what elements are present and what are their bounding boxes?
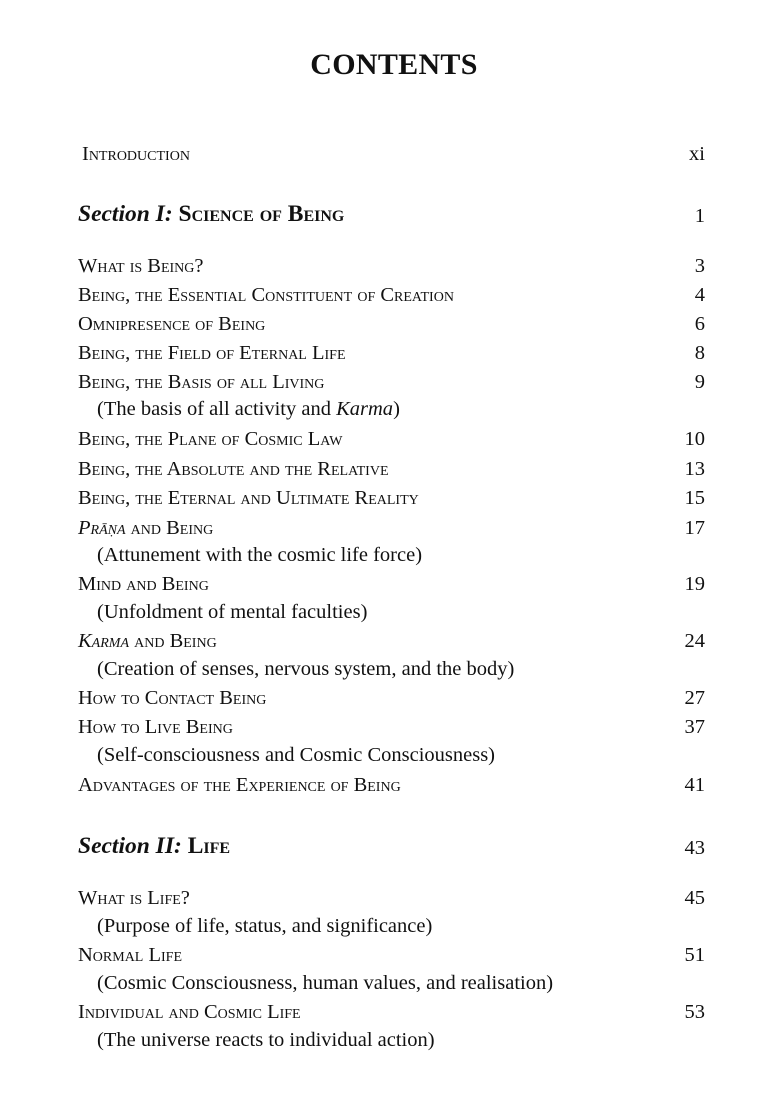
subtitle-suffix: ): [393, 398, 400, 420]
toc-entry-title: Being, the Plane of Cosmic Law: [78, 428, 343, 450]
toc-entry-page: 13: [684, 458, 705, 480]
toc-entry-page: 24: [684, 630, 705, 652]
section-title: [78, 199, 344, 229]
toc-entry-title: Being, the Essential Constituent of Creation: [78, 284, 454, 306]
toc-entry-introduction[interactable]: [0, 140, 780, 168]
toc-entry-title: What is Being?: [78, 255, 204, 277]
toc-entry-subtitle: [0, 655, 780, 683]
toc-entry-subtitle: [0, 541, 780, 569]
section-page: 1: [694, 205, 705, 227]
toc-entry[interactable]: [0, 998, 780, 1026]
toc-entry-page: 19: [684, 573, 705, 595]
toc-entry-title: Normal Life: [78, 944, 183, 966]
section-page: 43: [684, 837, 705, 859]
toc-entry-title: [78, 514, 213, 542]
toc-entry[interactable]: [0, 281, 780, 309]
section-heading-1[interactable]: [0, 199, 780, 227]
toc-entry-page: 3: [694, 255, 705, 277]
toc-entry-title: [78, 627, 217, 655]
toc-entry-page: xi: [689, 143, 705, 165]
toc-entry[interactable]: [0, 771, 780, 799]
toc-entry-page: 41: [684, 774, 705, 796]
toc-entry-title: Being, the Field of Eternal Life: [78, 342, 346, 364]
toc-entry-title: Advantages of the Experience of Being: [78, 774, 401, 796]
toc-entry-page: 9: [694, 371, 705, 393]
toc-entry-title: Being, the Absolute and the Relative: [78, 458, 389, 480]
toc-entry-subtitle: [0, 598, 780, 626]
toc-entry[interactable]: [0, 368, 780, 396]
toc-entry-title: How to Live Being: [78, 716, 233, 738]
section-heading-2[interactable]: [0, 831, 780, 859]
toc-entry-page: 6: [694, 313, 705, 335]
toc-entry[interactable]: [0, 339, 780, 367]
toc-entry-title: Omnipresence of Being: [78, 313, 266, 335]
subtitle-prefix: (The basis of all activity and: [97, 398, 337, 420]
toc-entry[interactable]: [0, 713, 780, 741]
subtitle-italic: Karma: [336, 398, 394, 420]
toc-entry-title: Mind and Being: [78, 573, 209, 595]
toc-entry-page: 37: [684, 716, 705, 738]
toc-entry-subtitle: [0, 912, 780, 940]
toc-entry-page: 27: [684, 687, 705, 709]
toc-entry[interactable]: [0, 484, 780, 512]
section-title: [78, 831, 230, 861]
toc-entry-page: 8: [694, 342, 705, 364]
toc-entry-subtitle-text: (Attunement with the cosmic life force): [97, 544, 423, 566]
title-italic-part: Prāṇa: [78, 517, 126, 539]
toc-entry-title: How to Contact Being: [78, 687, 267, 709]
page-title: CONTENTS: [310, 48, 478, 81]
toc-entry-subtitle-text: (Self-consciousness and Cosmic Consciousness): [97, 744, 495, 766]
title-rest: and Being: [129, 630, 217, 652]
toc-entry[interactable]: [0, 514, 780, 542]
title-rest: and Being: [125, 517, 214, 539]
toc-entry[interactable]: [0, 627, 780, 655]
toc-entry-subtitle: [0, 969, 780, 997]
toc-entry-subtitle: [0, 741, 780, 769]
toc-entry[interactable]: [0, 310, 780, 338]
toc-entry[interactable]: [0, 941, 780, 969]
toc-entry-subtitle: [0, 395, 780, 423]
toc-entry-page: 51: [684, 944, 705, 966]
toc-entry-subtitle-text: (Unfoldment of mental faculties): [97, 601, 368, 623]
title-italic-part: Karma: [78, 630, 129, 652]
toc-entry-page: 15: [684, 487, 705, 509]
toc-entry-subtitle-text: (Creation of senses, nervous system, and the body): [97, 658, 515, 680]
toc-entry-page: 45: [684, 887, 705, 909]
toc-entry-subtitle-text: (Purpose of life, status, and significance): [97, 915, 433, 937]
toc-entry-page: 17: [684, 517, 705, 539]
toc-entry-subtitle-text: (Cosmic Consciousness, human values, and realisation): [97, 972, 554, 994]
toc-entry-title: Individual and Cosmic Life: [78, 1001, 301, 1023]
toc-entry-subtitle-text: [97, 395, 400, 423]
toc-entry[interactable]: [0, 425, 780, 453]
toc-entry-page: 4: [694, 284, 705, 306]
toc-entry-title: What is Life?: [78, 887, 190, 909]
toc-entry[interactable]: [0, 455, 780, 483]
toc-entry-title: Introduction: [82, 143, 190, 165]
toc-entry-title: Being, the Basis of all Living: [78, 371, 325, 393]
section-name: Life: [187, 833, 231, 859]
toc-entry[interactable]: [0, 252, 780, 280]
section-prefix: Section I:: [78, 201, 173, 227]
toc-entry-subtitle: [0, 1026, 780, 1054]
toc-entry-page: 53: [684, 1001, 705, 1023]
toc-entry[interactable]: [0, 684, 780, 712]
toc-entry[interactable]: [0, 570, 780, 598]
toc-entry-title: Being, the Eternal and Ultimate Reality: [78, 487, 419, 509]
toc-entry[interactable]: [0, 884, 780, 912]
section-prefix: Section II:: [78, 833, 182, 859]
section-name: Science of Being: [178, 201, 345, 227]
toc-entry-subtitle-text: (The universe reacts to individual action): [97, 1029, 435, 1051]
toc-entry-page: 10: [684, 428, 705, 450]
